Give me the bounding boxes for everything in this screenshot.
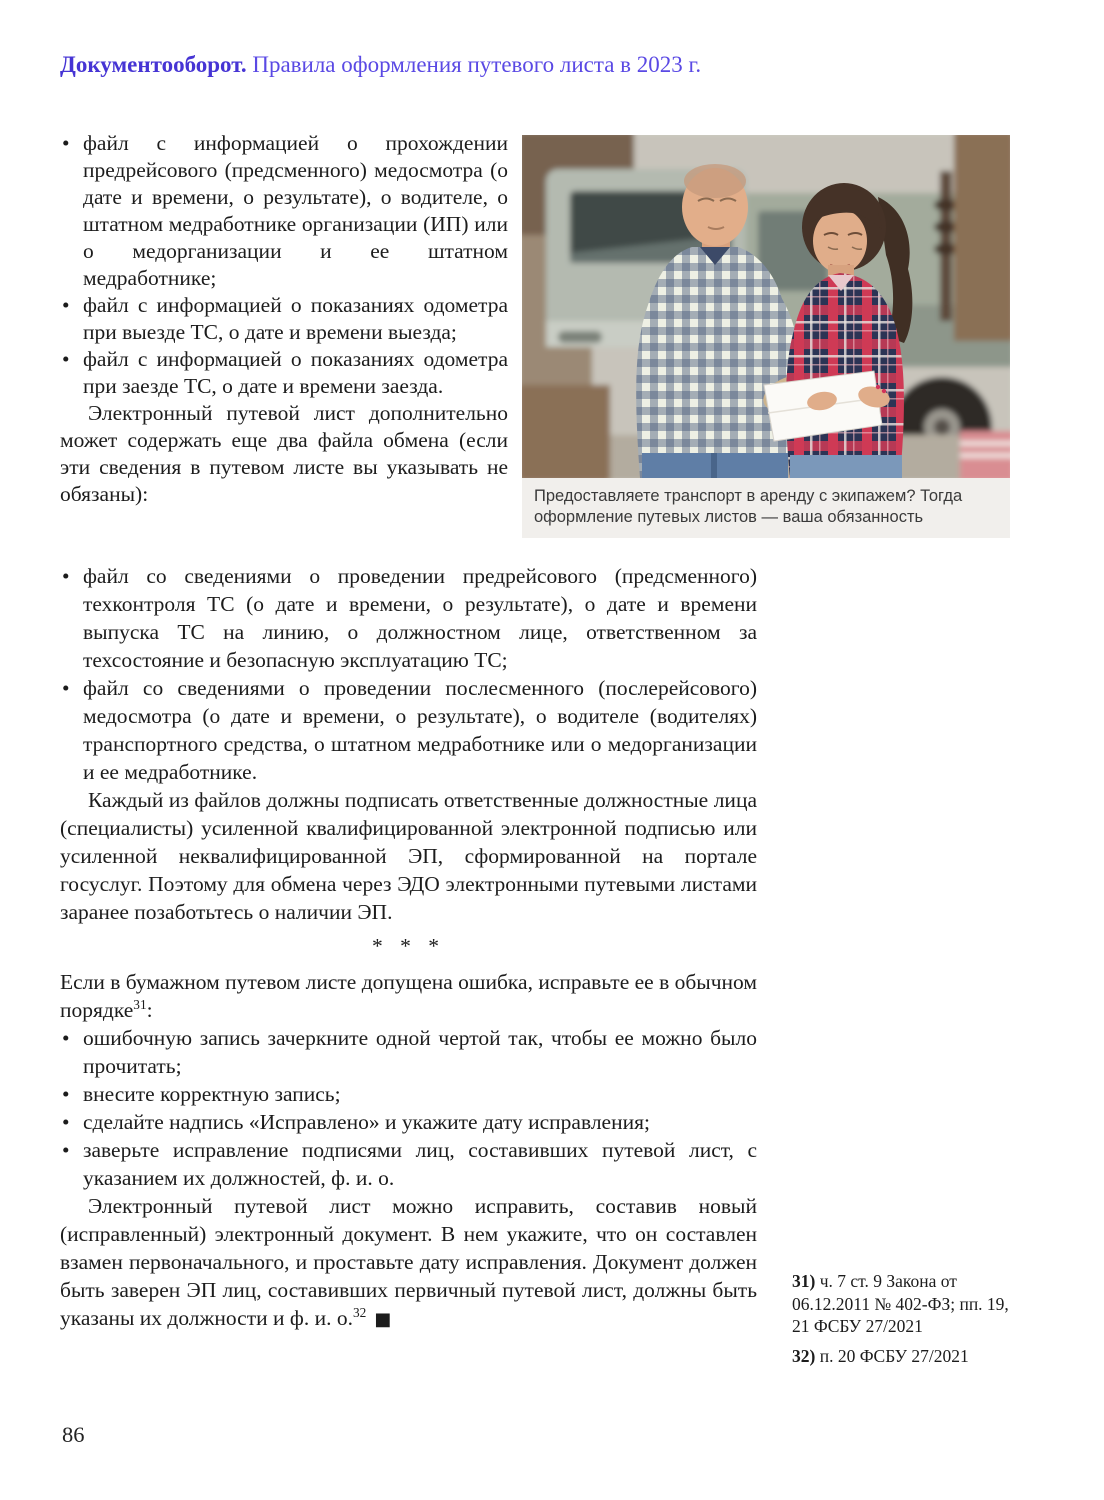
paragraph-extra-files: Электронный путевой лист дополнительно может содержать еще два файла обмена (если эти сведения в путевом листе вы указывать не обязаны):: [60, 401, 508, 506]
section-separator: * * *: [372, 934, 445, 958]
page-number: 86: [62, 1422, 85, 1447]
footnote-ref-31: 31: [133, 996, 147, 1012]
article-photo: [522, 135, 1010, 538]
footnote-32: [792, 1345, 1020, 1368]
paragraph-electronic-fix: [60, 1192, 757, 1334]
list-item: • файл с информацией о показаниях одометра при выезде ТС, о дате и времени выезда;: [60, 292, 508, 346]
footnotes-block: [792, 1270, 1020, 1374]
paragraph-paper-error: [60, 968, 757, 1024]
list-item: • заверьте исправление подписями лиц, составивших путевой лист, с указанием их должностей, ф. и. о.: [60, 1136, 757, 1192]
page-title: Правила оформления путевого листа в 2023 г.: [252, 52, 702, 77]
left-text-column: [60, 130, 508, 508]
photo-illustration: [522, 135, 1010, 478]
footnote-32-number: 32): [792, 1345, 816, 1366]
page-header: [60, 50, 960, 80]
photo-caption: Предоставляете транспорт в аренду с экипажем? Тогда оформление путевых листов — ваша обязанность: [522, 478, 1010, 538]
list-item: • файл со сведениями о проведении послесменного (послерейсового) медосмотра (о дате и времени, о результате), о водителе (водителях) транспортного средства, о штатном медработнике или о медорганизации и ее медработнике.: [60, 674, 757, 786]
header-section-label: Документооборот.: [60, 52, 247, 77]
footnote-32-text: п. 20 ФСБУ 27/2021: [819, 1345, 969, 1366]
footnote-31: [792, 1270, 1020, 1338]
list-item: • файл с информацией о показаниях одометра при заезде ТС, о дате и времени заезда.: [60, 346, 508, 400]
list-item: • файл со сведениями о проведении предрейсового (предсменного) техконтроля ТС (о дате и времени, о результате), о дате и времени выпуска ТС на линию, о должностном лице, ответственном за техсостояние и безопасную эксплуатацию ТС;: [60, 562, 757, 674]
bullet-list-exchange-files: [60, 562, 757, 786]
footnote-ref-32: 32: [352, 1304, 367, 1320]
article-end-mark: ■: [374, 1309, 392, 1330]
footnote-31-text: ч. 7 ст. 9 Закона от 06.12.2011 № 402-ФЗ; пп. 19, 21 ФСБУ 27/2021: [792, 1271, 1009, 1336]
list-item: • ошибочную запись зачеркните одной чертой так, чтобы ее можно было прочитать;: [60, 1024, 757, 1080]
main-text-column: [60, 562, 757, 1334]
list-item: • файл с информацией о прохождении предрейсового (предсменного) медосмотра (о дате и времени, о результате), о водителе, о штатном медработнике организации (ИП) или о медорганизации и ее штатном медработнике;: [60, 130, 508, 292]
paragraph-electronic-fix-text: Электронный путевой лист можно исправить, составив новый (исправленный) электронный документ. В нем укажите, что он составлен взамен первоначального, и проставьте дату исправления. Документ должен быть заверен ЭП лиц, составивших первичный путевой лист, должны быть указаны их должности и ф. и. о.: [60, 1194, 757, 1330]
footnote-31-number: 31): [792, 1271, 816, 1291]
paragraph-paper-error-tail: :: [146, 998, 153, 1022]
paragraph-signatures: Каждый из файлов должны подписать ответственные должностные лица (специалисты) усиленной квалифицированной электронной подписью или усиленной неквалифицированной ЭП, сформированной на портале госуслуг. Поэтому для обмена через ЭДО электронными путевыми листами заранее позаботьтесь о наличии ЭП.: [60, 788, 757, 924]
list-item: • внесите корректную запись;: [60, 1080, 757, 1108]
list-item: • сделайте надпись «Исправлено» и укажите дату исправления;: [60, 1108, 757, 1136]
bullet-list-corrections: [60, 1024, 757, 1192]
bullet-list-waybill-files: [60, 130, 508, 400]
paragraph-paper-error-text: Если в бумажном путевом листе допущена ошибка, исправьте ее в обычном порядке: [60, 970, 758, 1022]
